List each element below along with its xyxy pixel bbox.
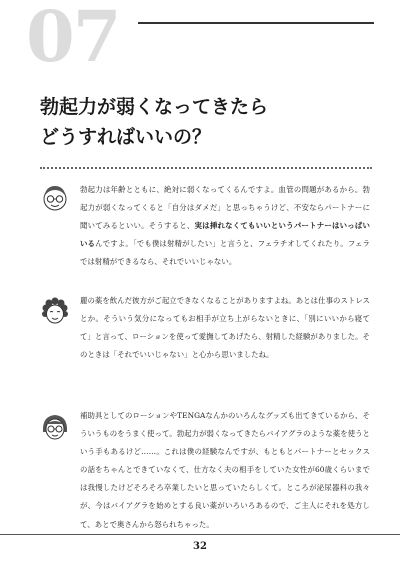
answer-paragraph: 麗の薬を飲んだ彼方がご起立できなくなることがありますよね。あとは仕事のストレスとか。そういう気分になってもお相手が立ち上がらないときに、「別にいいから寝てて」と言って、ローションを使って愛撫してあげたら、射精した経験がありました。そのときは「それでいいじゃない」と心から思いましたね。: [80, 296, 370, 360]
chapter-divider: [138, 22, 374, 24]
woman-with-curly-hair-icon: [40, 296, 70, 326]
man-with-glasses-icon: [40, 183, 70, 213]
title-line-2: どうすればいいの？: [40, 126, 212, 148]
title-line-1: 勃起力が弱くなってきたら: [40, 96, 269, 118]
answer-paragraph: 補助具としてのローションやTENGAなんかのいろんなグッズも出てきているから、そういうものをうまく使って。勃起力が弱くなってきたらバイアグラのような薬を使うという手もあるけど……。これは僕の経験なんですが、もともとパートナーとセックスの話をちゃんとできていなくて、仕方なく夫の相手をしていた女性が60歳くらいまでは我慢したけどそろそろ卒業したいと思っていたらしくて。ところが泌尿器科の我々が、今はバイアグラを始めとする良い薬がいろいろあるので、ご主人にそれを処方して、あとで奥さんから怒られちゃった。: [80, 411, 370, 529]
answer-paragraph: 勃起力は年齢とともに、絶対に弱くなってくるんですよ。血管の問題があるから。勃起力が弱くなってくると「自分はダメだ」と思っちゃうけど、不安ならパートナーに聞いてみるといい。そうすると、実は挿れなくてもいいというパートナーはいっぱいいるんですよ。「でも僕は射精がしたい」と言うと、フェラチオしてくれたり。フェラでは射精ができるなら、それでいいじゃない。: [80, 185, 371, 267]
footer-divider: [0, 534, 400, 535]
page-number: 32: [193, 541, 207, 552]
page-title: [40, 92, 370, 152]
dotted-divider: [40, 167, 372, 169]
woman-with-glasses-icon: [40, 412, 70, 442]
chapter-number: 07: [26, 0, 120, 78]
